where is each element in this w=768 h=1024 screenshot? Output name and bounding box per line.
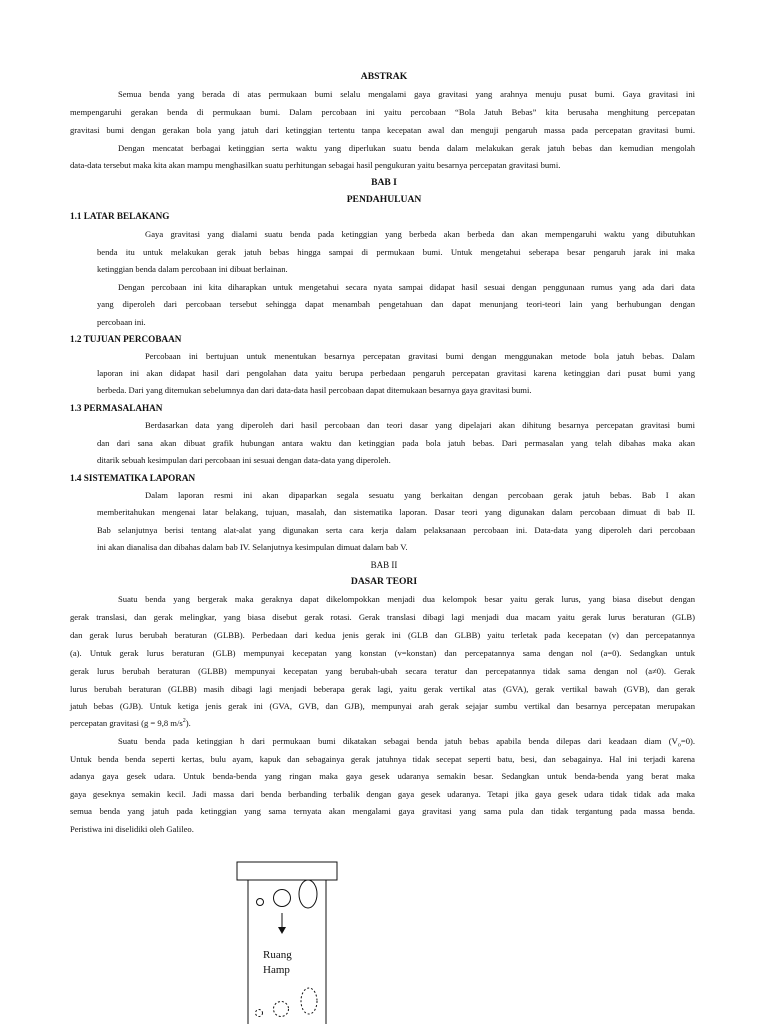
abstract-line: Semua benda yang berada di atas permukaan bumi selalu mengalami gaya gravitasi yang arahnya menuju pusat bumi. Gaya gravitasi ini xyxy=(118,89,695,99)
section-1-3-line: ditarik sebuah kesimpulan dari percobaan ini sesuai dengan data-data yang diperoleh. xyxy=(97,455,391,465)
theory-p1-line: gerak translasi, dan gerak melingkar, yang biasa disebut gerak rotasi. Gerak translasi dibagi lagi menjadi dua macam yaitu gerak lurus beraturan (GLB) xyxy=(70,612,695,622)
chapter-1-subtitle: PENDAHULUAN xyxy=(346,194,422,205)
theory-p1-line: (a). Untuk gerak lurus beraturan (GLB) mempunyai kecepatan yang konstan (v=konstan) dan percepatannya sama dengan nol (a=0). Sedangkan untuk xyxy=(70,648,695,658)
theory-p2-line: adanya gaya gesek udara. Untuk benda-benda yang ringan maka gaya gesek udaranya semakin besar. Sedangkan untuk benda-benda yang berat maka xyxy=(70,771,695,781)
theory-p1-line: lurus berubah beraturan (GLBB) masih dibagi lagi menjadi beberapa gerak lagi, yaitu gerak vertikal atas (GVA), gerak vertikal bawah (GVB), dan gerak xyxy=(70,684,695,694)
tube-cap xyxy=(237,862,337,880)
theory-p2-line: Peristiwa ini diselidiki oleh Galileo. xyxy=(70,824,194,834)
section-heading-1-2: 1.2 TUJUAN PERCOBAAN xyxy=(70,334,182,344)
section-1-4-line: memberitahukan mengenai latar belakang, tujuan, masalah, dan sistematika laporan. Dasar teori yang digunakan dalam percobaan dimuat di bab II. xyxy=(97,507,695,517)
fall-arrow-head xyxy=(278,927,286,934)
section-1-4-line: Bab selanjutnya berisi tentang alat-alat yang digunakan serta cara kerja dalam pelaksanaan percobaan ini. Data-data yang diperoleh dari percobaan xyxy=(97,525,695,535)
theory-p1-line: jatuh bebas (GJB). Untuk ketiga jenis gerak ini (GVA, GVB, dan GJB), mempunyai arah gerak sejajar sumbu vertikal dan besarnya percepatan merupakan xyxy=(70,701,695,711)
section-heading-1-4: 1.4 SISTEMATIKA LAPORAN xyxy=(70,473,196,483)
section-1-1-line: ketinggian benda dalam percobaan ini dibuat berlainan. xyxy=(97,264,288,274)
theory-p2-line: Suatu benda pada ketinggian h dari permukaan bumi dikatakan sebagai benda jatuh bebas apabila benda dilepas dari keadaan diam $(V_o=0)$. xyxy=(118,736,695,749)
section-1-1-line: percobaan ini. xyxy=(97,317,146,327)
section-1-3-line: dan dari sana akan dibuat grafik hubungan antara waktu dan ketinggian pada bola jatuh bebas. Dari permasalan yang telah dibahas maka akan xyxy=(97,438,695,448)
theory-p1-line: Suatu benda yang bergerak maka geraknya dapat dikelompokkan menjadi dua kelompok besar yaitu gerak lurus, yang biasa disebut dengan xyxy=(118,594,695,604)
medium-ball xyxy=(274,890,291,907)
theory-p2-line: semua benda yang jatuh pada ketinggian yang sama ternyata akan mengalami gaya gravitasi yang sama pula dan tidak tergantung pada massa benda. xyxy=(70,806,695,816)
abstract-title: ABSTRAK xyxy=(360,71,408,82)
section-1-3-line: Berdasarkan data yang diperoleh dari hasil percobaan dan teori dasar yang dipelajari akan dihitung besarnya percepatan gravitasi bumi xyxy=(145,420,695,430)
chapter-2-subtitle: DASAR TEORI xyxy=(350,576,418,587)
section-1-4-line: Dalam laporan resmi ini akan dipaparkan segala sesuatu yang berkaitan dengan percobaan gerak jatuh bebas. Bab I akan xyxy=(145,490,695,500)
theory-p2-line: gaya geseknya semakin kecil. Jadi massa dari benda berbanding terbalik dengan gaya gesek udaranya. Tetapi jika gaya gesek udara tidak tidak ada maka xyxy=(70,789,695,799)
section-heading-1-3: 1.3 PERMASALAHAN xyxy=(70,403,163,413)
section-1-1-line: Gaya gravitasi yang dialami suatu benda pada ketinggian yang berbeda akan berbeda dan akan mempengaruhi waktu yang dibutuhkan xyxy=(145,229,695,239)
abstract-line: Dengan mencatat berbagai ketinggian serta waktu yang diperlukan suatu benda dalam melakukan gerak jatuh bebas dan kemudian mengolah xyxy=(118,143,695,153)
section-1-1-line: benda itu untuk melakukan gerak jatuh bebas hingga sampai di permukaan bumi. Untuk mengetahui seberapa besar pengaruh jarak ini maka xyxy=(97,247,695,257)
section-1-1-line: yang diperoleh dari percobaan tersebut sehingga dapat menambah pengetahuan dan dapat menunjang teori-teori lain yang berhubungan dengan xyxy=(97,299,695,309)
chapter-2-title: BAB II xyxy=(370,560,398,570)
feather-object xyxy=(299,880,317,908)
theory-p1-line: gerak lurus berubah beraturan (GLBB) mempunyai kecepatan yang berubah-ubah secara teratur dan percepatannya tidak sama dengan nol (a≠0). Gerak xyxy=(70,666,695,676)
theory-p1-line: dan gerak lurus berubah beraturan (GLBB). Perbedaan dari kedua jenis gerak ini (GLB dan GLBB) yaitu terletak pada kecepatan (v) dan percepatannya xyxy=(70,630,695,640)
section-1-2-line: Percobaan ini bertujuan untuk menentukan besarnya percepatan gravitasi bumi dengan menggunakan metode bola jatuh bebas. Dalam xyxy=(145,351,695,361)
small-ball xyxy=(257,899,264,906)
abstract-line: mempengaruhi gerakan benda di permukaan bumi. Dalam percobaan ini yaitu percobaan “Bola Jatuh Bebas” kita berusaha menghitung percepatan xyxy=(70,107,695,117)
figure-label-line: Hamp xyxy=(263,964,290,976)
section-1-2-line: berbeda. Dari yang ditemukan sebelumnya dan dari data-data hasil percobaan dapat ditemukaan besarnya gaya gravitasi bumi. xyxy=(97,385,532,395)
abstract-line: gravitasi bumi dengan gerakan bola yang jatuh dari ketinggian tertentu tanpa kecepatan awal dan menguji pengaruh massa pada percepatan gravitasi bumi. xyxy=(70,125,695,135)
abstract-line: data-data tersebut maka kita akan mampu menghasilkan suatu perhitungan sebagai hasil pengukuran yaitu besarnya percepatan gravitasi bumi. xyxy=(70,160,561,170)
chapter-1-title: BAB I xyxy=(371,177,397,188)
section-1-4-line: ini akan dianalisa dan dibahas dalam bab IV. Selanjutnya kesimpulan dimuat dalam bab V. xyxy=(97,542,408,552)
section-1-2-line: laporan ini akan didapat hasil dari pengolahan data yaitu berupa perbedaan pengaruh percepatan gravitasi karena ketinggian dari pusat bumi yang xyxy=(97,368,695,378)
theory-p1-line: percepatan gravitasi (g = 9,8 $m/s^2$). xyxy=(70,718,191,728)
figure-label-line: Ruang xyxy=(263,949,292,961)
theory-p2-line: Untuk benda benda seperti kertas, bulu ayam, kapuk dan sebagainya gerak jatuhnya tidak secepat seperti batu, besi, dan sebagainya. Hal ini terjadi karena xyxy=(70,754,695,764)
landed-small-ball xyxy=(256,1010,263,1017)
section-heading-1-1: 1.1 LATAR BELAKANG xyxy=(70,211,170,221)
section-1-1-line: Dengan percobaan ini kita diharapkan untuk mengetahui secara nyata sampai didapat hasil sesuai dengan penggunaan rumus yang ada dari data xyxy=(118,282,695,292)
landed-medium-ball xyxy=(274,1002,289,1017)
landed-feather xyxy=(301,988,317,1014)
